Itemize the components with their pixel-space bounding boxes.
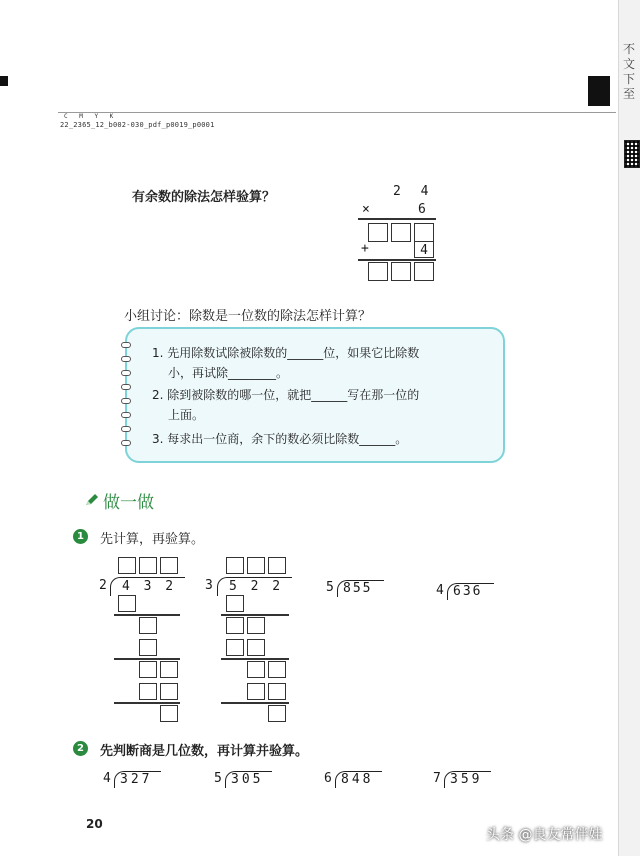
discussion-item-1-cont: 小，再试除________。	[168, 366, 289, 380]
binder-ring	[121, 412, 131, 418]
divisor: 6	[324, 771, 332, 786]
multiplicand: 2 4	[393, 184, 435, 199]
remainder-box	[414, 241, 434, 258]
binder-ring	[121, 426, 131, 432]
subtract-rule	[221, 614, 289, 616]
dividend: 5 2 2	[229, 579, 284, 594]
remainder-check-heading: 有余数的除法怎样验算？	[132, 190, 276, 205]
multiplier: 6	[418, 202, 426, 217]
dividend: 848	[341, 772, 374, 787]
answer-box[interactable]	[368, 223, 388, 242]
dividend: 636	[453, 584, 483, 599]
answer-box[interactable]	[391, 223, 411, 242]
watermark: 头条 @良友常伴娃	[486, 827, 603, 843]
work-box[interactable]	[118, 595, 136, 612]
divisor: 5	[214, 771, 222, 786]
print-color-marks: C M Y K	[64, 113, 118, 120]
subtract-rule	[114, 658, 180, 660]
discussion-item-3: 3. 每求出一位商，余下的数必须比除数______。	[152, 432, 408, 446]
binder-ring	[121, 356, 131, 362]
quotient-box[interactable]	[139, 557, 157, 574]
binder-ring	[121, 440, 131, 446]
answer-box[interactable]	[391, 262, 411, 281]
exercise-number-badge: 2	[73, 741, 88, 756]
remainder-value: 4	[420, 243, 428, 258]
work-box[interactable]	[268, 705, 286, 722]
work-box[interactable]	[247, 639, 265, 656]
divisor: 4	[436, 583, 444, 598]
adjacent-page-strip	[618, 0, 640, 856]
work-box[interactable]	[268, 683, 286, 700]
discussion-item-2: 2. 除到被除数的哪一位，就把______写在那一位的	[152, 388, 420, 402]
qr-code-icon	[624, 140, 640, 168]
product-rule	[358, 218, 436, 220]
exercise1-instruction: 先计算，再验算。	[100, 532, 205, 547]
dividend: 855	[343, 581, 373, 596]
work-box[interactable]	[247, 661, 265, 678]
discussion-heading: 小组讨论：除数是一位数的除法怎样计算？	[124, 309, 372, 324]
answer-box[interactable]	[414, 262, 434, 281]
divisor: 4	[103, 771, 111, 786]
binder-ring	[121, 342, 131, 348]
subtract-rule	[114, 702, 180, 704]
subtract-rule	[114, 614, 180, 616]
plus-sign: +	[361, 241, 369, 256]
subtract-rule	[221, 702, 289, 704]
divisor: 7	[433, 771, 441, 786]
scan-edge-mark-right	[588, 76, 610, 106]
work-box[interactable]	[139, 661, 157, 678]
work-box[interactable]	[226, 617, 244, 634]
dividend: 305	[231, 772, 264, 787]
subtract-rule	[221, 658, 289, 660]
discussion-item-1: 1. 先用除数试除被除数的______位，如果它比除数	[152, 346, 420, 360]
quotient-box[interactable]	[118, 557, 136, 574]
page-number: 20	[86, 817, 103, 831]
work-box[interactable]	[268, 661, 286, 678]
work-box[interactable]	[139, 639, 157, 656]
work-box[interactable]	[139, 683, 157, 700]
pencil-icon	[84, 492, 100, 506]
dividend: 327	[120, 772, 153, 787]
divisor: 3	[205, 578, 213, 593]
binder-ring	[121, 398, 131, 404]
exercise-number-badge: 1	[73, 529, 88, 544]
answer-box[interactable]	[414, 223, 434, 242]
answer-box[interactable]	[368, 262, 388, 281]
exercise2-instruction: 先判断商是几位数，再计算并验算。	[100, 744, 309, 759]
divisor: 5	[326, 580, 334, 595]
work-box[interactable]	[160, 661, 178, 678]
print-code: 22_2365_12_b002-030_pdf_p0019_p0001	[60, 121, 215, 129]
times-sign: ×	[362, 202, 370, 217]
sum-rule	[358, 259, 436, 261]
scan-edge-mark	[0, 76, 8, 86]
header-rule	[58, 112, 616, 113]
quotient-box[interactable]	[247, 557, 265, 574]
dividend: 4 3 2	[122, 579, 177, 594]
binder-ring	[121, 370, 131, 376]
work-box[interactable]	[247, 683, 265, 700]
work-box[interactable]	[247, 617, 265, 634]
work-box[interactable]	[160, 705, 178, 722]
discussion-item-2-cont: 上面。	[168, 408, 205, 422]
divisor: 2	[99, 578, 107, 593]
quotient-box[interactable]	[268, 557, 286, 574]
work-box[interactable]	[160, 683, 178, 700]
section-title: 做一做	[103, 493, 154, 513]
adjacent-page-text: 不 文 下 至	[622, 42, 635, 101]
work-box[interactable]	[226, 639, 244, 656]
dividend: 359	[450, 772, 483, 787]
quotient-box[interactable]	[226, 557, 244, 574]
quotient-box[interactable]	[160, 557, 178, 574]
work-box[interactable]	[226, 595, 244, 612]
work-box[interactable]	[139, 617, 157, 634]
binder-ring	[121, 384, 131, 390]
